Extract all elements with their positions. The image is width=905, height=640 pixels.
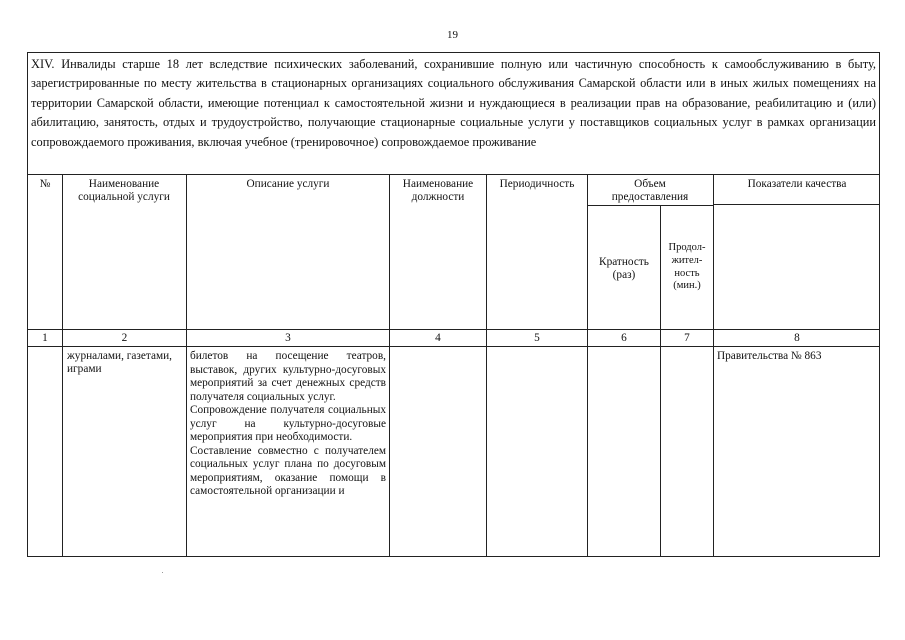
col-divider-7 (713, 174, 714, 557)
column-numbers-divider (27, 346, 880, 347)
description-paragraph: Сопровождение получателя социальных услуг на культурно-досуговые мероприятия при необходимости. (190, 404, 386, 443)
title-divider (27, 174, 880, 175)
column-number-2: 2 (121, 332, 128, 344)
col-divider-5 (587, 174, 588, 557)
column-number-5: 5 (534, 332, 540, 344)
header-position: Наименование должности (402, 178, 474, 203)
header-quality: Показатели качества (747, 178, 847, 190)
quality-subheader-divider (713, 204, 880, 205)
header-multiplicity: Кратность (раз) (599, 256, 649, 281)
header-volume: Объем предоставления (611, 178, 689, 203)
col-divider-3 (389, 174, 390, 557)
header-service-name: Наименование социальной услуги (78, 178, 170, 203)
header-number: № (39, 178, 51, 190)
header-duration: Продол-жител-ность (мин.) (668, 242, 706, 292)
column-number-8: 8 (794, 332, 800, 344)
scan-speck (162, 572, 163, 573)
col-divider-2 (186, 174, 187, 557)
column-number-7: 7 (684, 332, 690, 344)
row-description (190, 350, 386, 499)
row-service-name: журналами, газетами, играми (67, 350, 172, 375)
header-periodicity: Периодичность (499, 178, 575, 190)
header-bottom-divider (27, 329, 880, 330)
col-divider-6 (660, 205, 661, 557)
col-divider-4 (486, 174, 487, 557)
header-description: Описание услуги (246, 178, 330, 190)
volume-subheader-divider (587, 205, 713, 206)
description-paragraph: билетов на посещение театров, выставок, других культурно-досуговых мероприятий за счет денежных средств получателя социальных услуг. (190, 350, 386, 403)
section-title: XIV. Инвалиды старше 18 лет вследствие психических заболеваний, сохранившие полную или частичную способность к самообслуживанию в быту, зарегистрированные по месту жительства в стационарных организациях социального обслуживания Самарской области или в иных жилых помещениях на территории Самарской области, имеющие потенциал к самостоятельной жизни и нуждающиеся в реализации прав на образование, реабилитацию и (или) абилитацию, занятость, отдых и трудоустройство, получающие стационарные социальные услуги у поставщиков социальных услуг в рамках организации сопровождаемого проживания, включая учебное (тренировочное) сопровождаемое проживание (31, 57, 876, 149)
column-number-3: 3 (285, 332, 291, 344)
row-quality: Правительства № 863 (717, 350, 822, 362)
column-number-4: 4 (435, 332, 441, 344)
description-paragraph: Составление совместно с получателем социальных услуг плана по досуговым мероприятиям, оказание помощи в самостоятельной организации и (190, 444, 386, 497)
col-divider-1 (62, 174, 63, 557)
page-number: 19 (447, 29, 458, 41)
column-number-6: 6 (621, 332, 627, 344)
column-number-1: 1 (42, 332, 48, 344)
